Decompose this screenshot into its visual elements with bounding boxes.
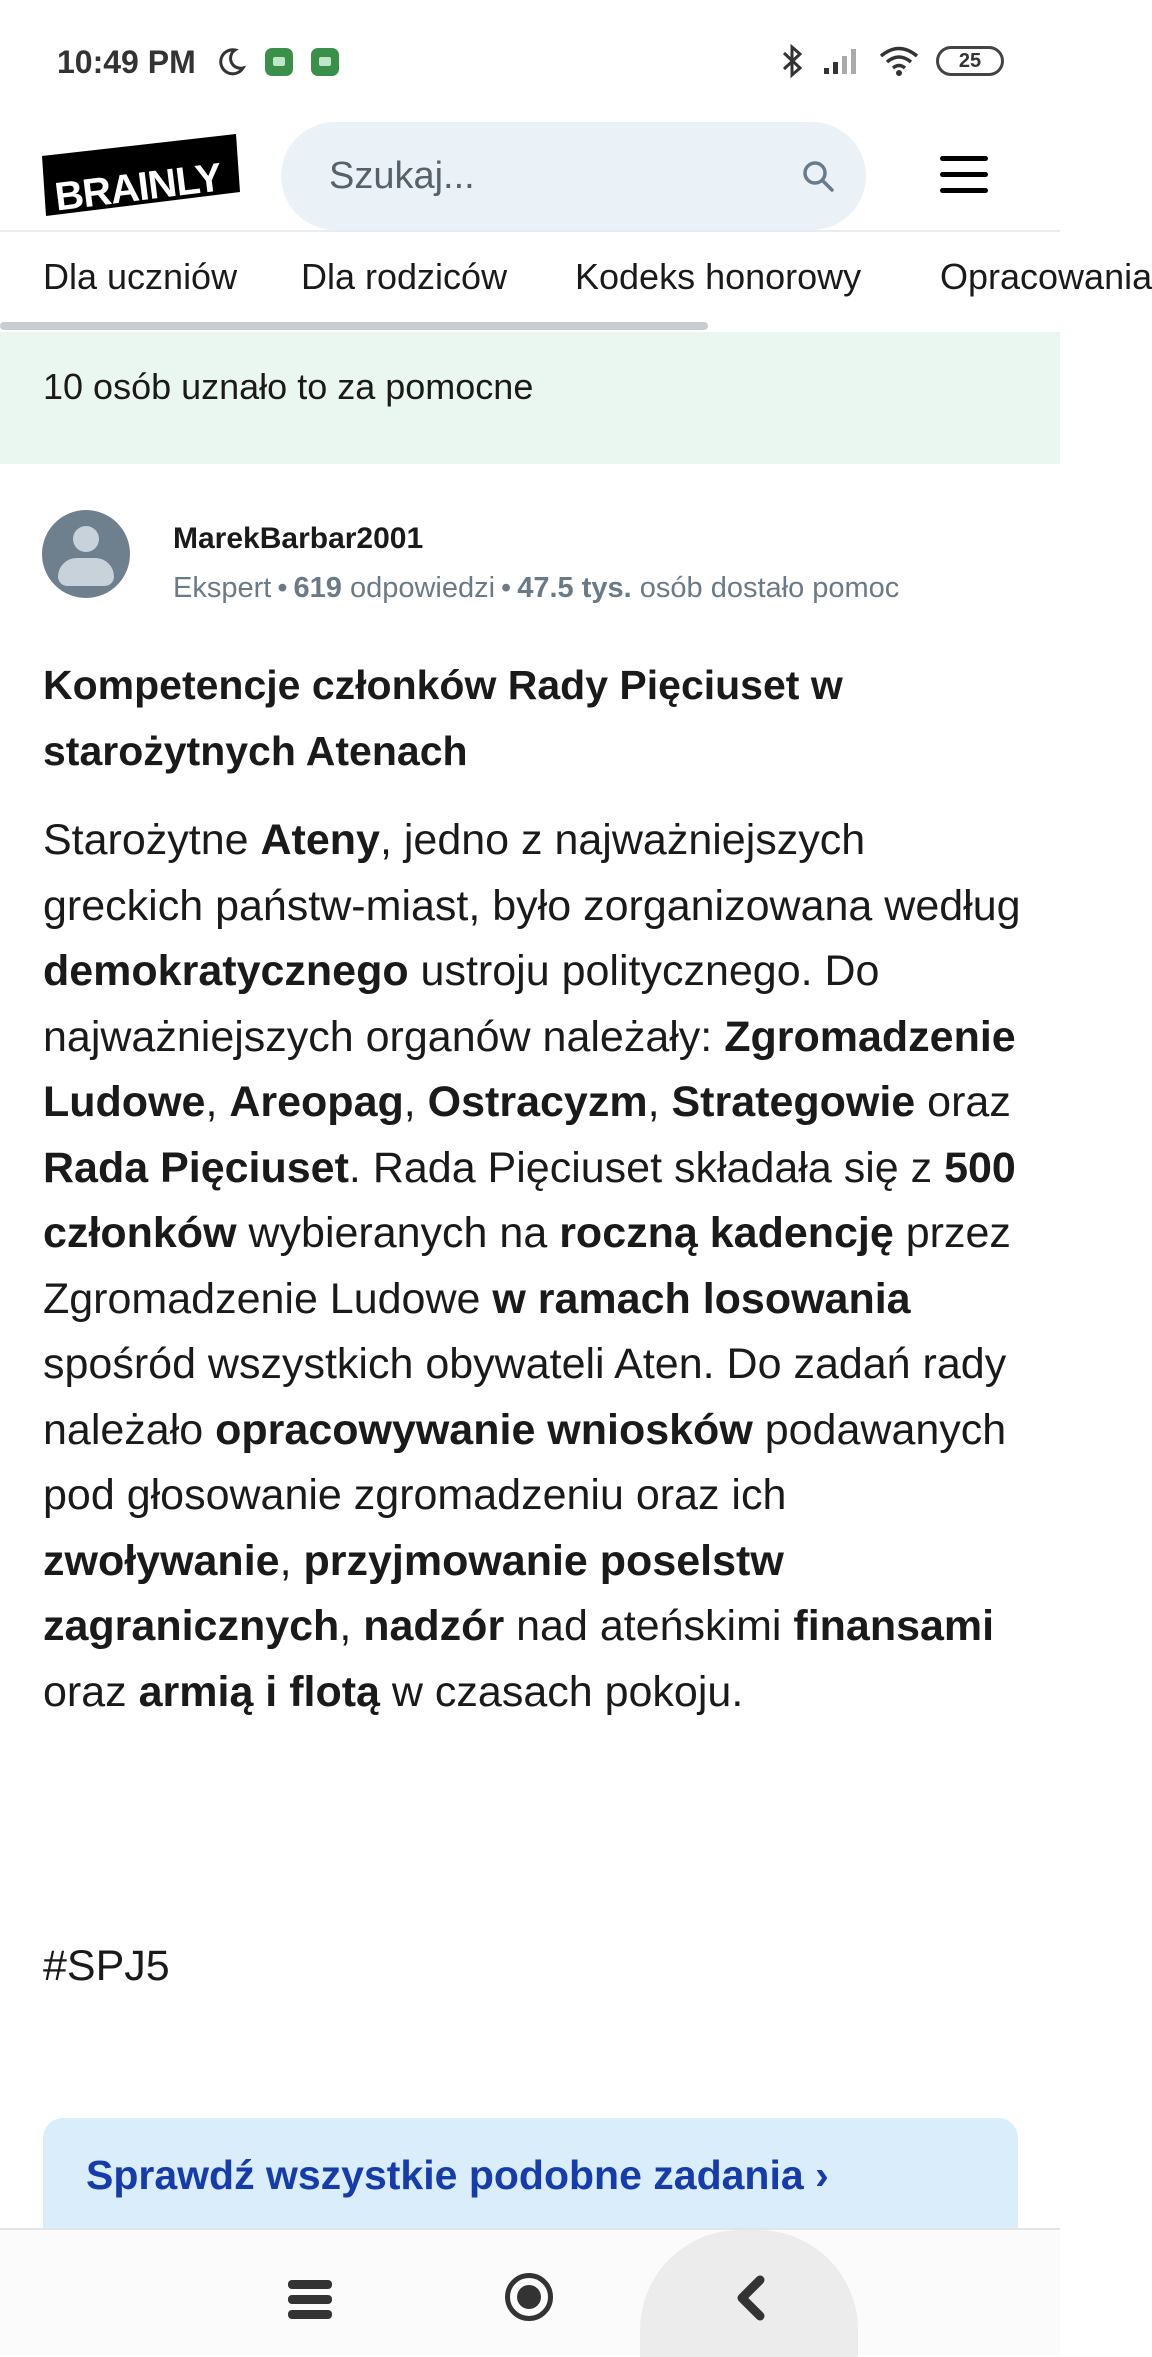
separator-dot: • [501,572,512,604]
answer-bold-segment: przyjmowanie poselstw zagranicznych [43,1536,784,1650]
nav-scrollbar[interactable] [0,322,708,330]
helped-label: osób dostało pomoc [639,572,900,604]
app-badge-icon [265,48,293,76]
menu-line [940,188,988,193]
menu-bar [288,2310,332,2319]
answer-text-segment: oraz [43,1667,139,1716]
answer-text-segment: Starożytne [43,816,261,864]
home-icon[interactable] [505,2273,553,2321]
back-icon[interactable] [730,2274,770,2322]
answer-body [43,808,1033,1725]
separator-dot: • [277,572,288,604]
moon-icon [215,46,247,78]
status-time: 10:49 PM [57,44,196,80]
answer-title: Kompetencje członków Rady Pięciuset w starożytnych Atenach [43,662,843,774]
battery-icon: 25 [936,46,1004,76]
menu-bar [288,2295,332,2304]
nav-item-parents[interactable]: Dla rodziców [301,256,508,297]
menu-icon[interactable] [288,2280,332,2320]
answer-text-segment: w czasach pokoju. [379,1667,744,1716]
helpful-banner [0,332,1060,464]
search-input[interactable] [329,122,789,230]
answer-text-segment: ustroju politycznego. Do najważniejszych organów należały: [43,947,880,1061]
brainly-logo[interactable] [42,134,240,220]
author-meta [173,572,899,605]
helpful-count-text: 10 osób uznało to za pomocne [43,366,534,407]
nav-item-honor-code[interactable]: Kodeks honorowy [575,256,862,297]
system-navigation-bar [0,2228,1060,2355]
status-bar [0,0,1060,120]
answer-bold-segment: Zgromadzenie Ludowe [43,1012,1016,1126]
answer-bold-segment: nadzór [363,1602,505,1650]
answer-text-segment: nad ateńskimi [504,1602,794,1650]
author-rank: Ekspert [173,572,272,604]
answer-bold-segment: Ostracyzm [427,1078,648,1126]
svg-text:BRAINLY: BRAINLY [52,155,224,220]
answer-text-segment: podawanych pod głosowanie zgromadzeniu oraz ich [43,1405,1007,1519]
answer-text-segment: , [403,1078,428,1126]
menu-line [940,172,988,177]
answers-label: odpowiedzi [349,572,496,604]
answer-text-segment: wybieranych na [236,1209,560,1257]
hamburger-menu-button[interactable] [940,156,988,196]
answer-text-segment: , [205,1078,230,1126]
answer-bold-segment: Strategowie [671,1078,916,1126]
answer-bold-segment: finansami [793,1602,995,1650]
answers-count: 619 [293,572,342,604]
answer-bold-segment: 500 członków [43,1143,1016,1257]
nav-item-students[interactable]: Dla uczniów [43,256,238,297]
signal-icon [822,46,862,76]
search-icon[interactable] [800,158,836,194]
answer-text-segment: . Rada Pięciuset składała się z [348,1143,945,1192]
answer-text-segment: spośród wszystkich obywateli Aten. Do zadań rady należało [43,1340,1007,1454]
menu-bar [288,2280,332,2289]
answer-text-segment: , [279,1536,304,1585]
answer-hashtag[interactable]: #SPJ5 [43,1942,170,1990]
answer-text-segment: oraz [915,1078,1011,1126]
wifi-icon [878,45,920,77]
bluetooth-icon [780,44,806,78]
avatar-head [73,526,99,552]
answer-text-segment: , jedno z najważniejszych greckich państw-miast, było zorganizowana według [43,816,1021,930]
answer-bold-segment: roczną kadencję [559,1209,894,1257]
avatar-body [58,558,114,586]
answer-bold-segment: w ramach losowania [492,1274,911,1323]
site-header [0,120,1060,232]
search-bar[interactable] [281,122,866,230]
answer-text-segment: , [647,1078,672,1126]
similar-questions-box[interactable] [43,2118,1018,2228]
nav-item-study-guides[interactable]: Opracowania [940,256,1152,297]
category-nav [0,234,1152,332]
answer-bold-segment: opracowywanie wniosków [215,1405,753,1454]
avatar[interactable] [42,510,130,598]
status-notification-icons [215,46,339,78]
status-system-icons [780,44,1004,78]
similar-questions-link[interactable]: Sprawdź wszystkie podobne zadania › [86,2152,829,2198]
answer-bold-segment: Areopag [229,1078,404,1126]
menu-line [940,156,988,161]
answer-bold-segment: Rada Pięciuset [43,1143,349,1192]
answer-text-segment: przez Zgromadzenie Ludowe [43,1209,1011,1323]
app-badge-icon [311,48,339,76]
helped-count: 47.5 tys. [517,572,632,604]
answer-bold-segment: demokratycznego [43,947,409,995]
answer-text-segment: , [339,1602,364,1650]
author-name[interactable]: MarekBarbar2001 [173,522,424,555]
answer-bold-segment: Ateny [260,816,380,864]
answer-bold-segment: zwoływanie [43,1536,280,1585]
similar-questions-label: Sprawdź wszystkie podobne zadania [86,2152,804,2198]
answer-bold-segment: armią i flotą [138,1667,380,1716]
